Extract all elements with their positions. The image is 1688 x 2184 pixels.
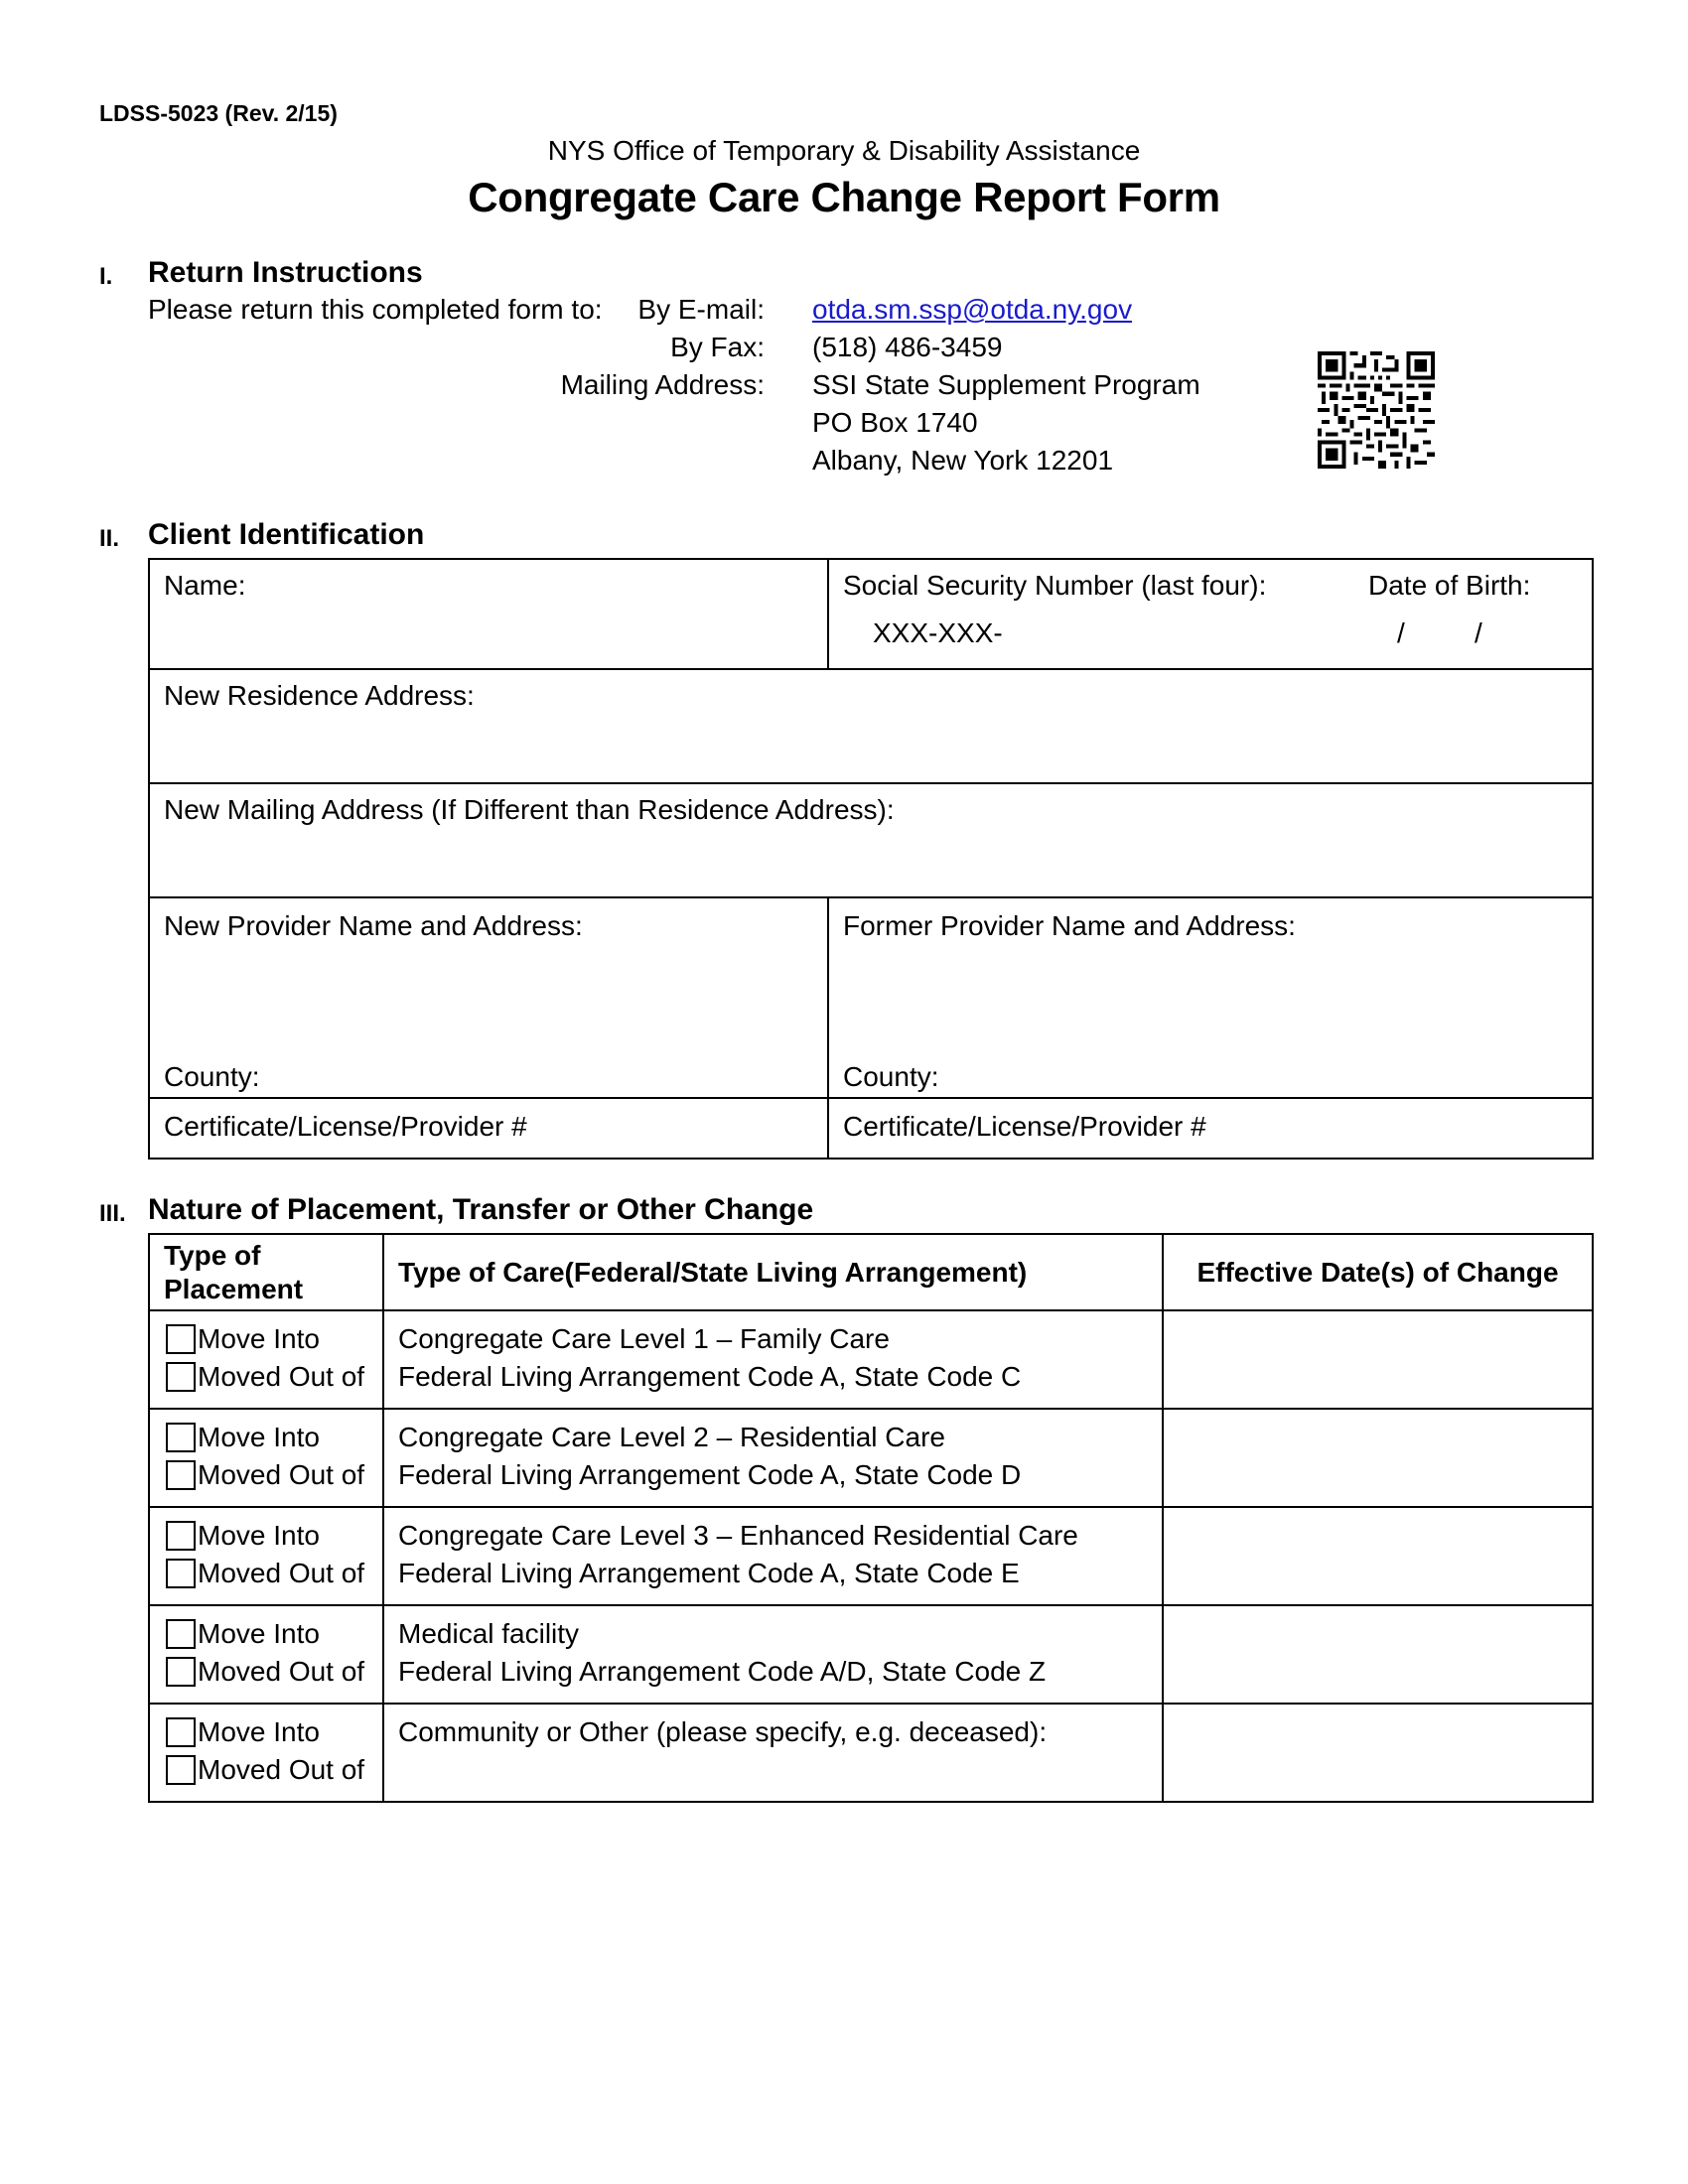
col-header-type-line2: Placement [164,1273,304,1304]
page-title: Congregate Care Change Report Form [468,174,1220,220]
moved-out-of-checkbox[interactable] [166,1559,196,1588]
care-type-cell [383,1605,1163,1704]
ssn-label: Social Security Number (last four): [843,570,1267,601]
former-provider-county-label: County: [843,1061,939,1092]
moved-out-of-checkbox[interactable] [166,1657,196,1687]
care-type-cell[interactable] [383,1704,1163,1802]
new-provider-label: New Provider Name and Address: [164,910,583,941]
new-provider-field[interactable] [149,897,828,1098]
agency-name: NYS Office of Temporary & Disability Assistance [547,135,1141,166]
dob-separator-2: / [1475,617,1482,648]
return-intro: Please return this completed form to: [148,294,603,325]
placement-table [148,1233,1594,1803]
move-into-label: Move Into [198,1422,320,1452]
table-row [149,1704,1593,1802]
dob-label: Date of Birth: [1368,570,1531,601]
effective-date-field[interactable] [1163,1704,1593,1802]
care-level-name: Congregate Care Level 3 – Enhanced Residential Care [398,1520,1078,1551]
care-level-codes: Federal Living Arrangement Code A, State Code C [398,1361,1022,1392]
effective-date-field[interactable] [1163,1409,1593,1507]
move-into-checkbox[interactable] [166,1423,196,1452]
residence-address-label: New Residence Address: [164,680,475,711]
section-1-number: I. [99,263,113,290]
moved-out-of-checkbox[interactable] [166,1460,196,1490]
placement-options [149,1409,383,1507]
col-header-type [149,1234,383,1310]
client-identification-table [148,558,1594,1160]
email-link[interactable]: otda.sm.ssp@otda.ny.gov [812,294,1133,325]
move-into-label: Move Into [198,1520,320,1551]
move-into-checkbox[interactable] [166,1717,196,1747]
col-header-care [383,1234,1163,1310]
mailing-label: Mailing Address: [560,369,765,400]
col-header-date-label: Effective Date(s) of Change [1196,1256,1559,1288]
table-row [149,1310,1593,1409]
former-provider-cert-field[interactable] [828,1098,1593,1159]
name-label: Name: [164,570,246,601]
table-row [149,1605,1593,1704]
section-3-number: III. [99,1200,126,1227]
care-type-cell [383,1409,1163,1507]
placement-header-row [149,1234,1593,1310]
effective-date-field[interactable] [1163,1507,1593,1605]
placement-options [149,1704,383,1802]
care-level-name: Medical facility [398,1618,580,1649]
col-header-date [1163,1234,1593,1310]
moved-out-of-checkbox[interactable] [166,1755,196,1785]
former-provider-field[interactable] [828,897,1593,1098]
moved-out-of-checkbox[interactable] [166,1362,196,1392]
name-field[interactable] [149,559,828,669]
residence-address-field[interactable] [149,669,1593,783]
moved-out-of-label: Moved Out of [198,1558,365,1588]
fax-label: By Fax: [670,332,765,362]
new-provider-county-label: County: [164,1061,260,1092]
care-level-codes: Federal Living Arrangement Code A/D, State Code Z [398,1656,1047,1687]
ssn-field[interactable]: XXX-XXX- [873,617,1003,648]
move-into-label: Move Into [198,1716,320,1747]
mailing-line-1: SSI State Supplement Program [812,369,1200,400]
former-provider-label: Former Provider Name and Address: [843,910,1296,941]
mailing-line-2: PO Box 1740 [812,407,978,438]
care-level-name: Community or Other (please specify, e.g. deceased): [398,1716,1048,1747]
new-provider-cert-field[interactable] [149,1098,828,1159]
moved-out-of-label: Moved Out of [198,1656,365,1687]
care-level-codes: Federal Living Arrangement Code A, State Code E [398,1558,1020,1588]
section-2-title: Client Identification [148,518,425,551]
fax-number: (518) 486-3459 [812,332,1003,362]
care-level-name: Congregate Care Level 2 – Residential Care [398,1422,945,1452]
dob-separator-1: / [1397,617,1405,648]
former-provider-cert-label: Certificate/License/Provider # [843,1111,1206,1142]
effective-date-field[interactable] [1163,1605,1593,1704]
mailing-address-field[interactable] [149,783,1593,897]
move-into-checkbox[interactable] [166,1521,196,1551]
form-id: LDSS-5023 (Rev. 2/15) [99,100,338,126]
effective-date-field[interactable] [1163,1310,1593,1409]
mailing-address-label: New Mailing Address (If Different than Residence Address): [164,794,895,825]
move-into-checkbox[interactable] [166,1619,196,1649]
section-1-title: Return Instructions [148,256,423,289]
care-type-cell [383,1310,1163,1409]
move-into-checkbox[interactable] [166,1324,196,1354]
col-header-care-label: Type of Care(Federal/State Living Arrangement) [398,1256,1028,1288]
table-row [149,1409,1593,1507]
care-level-name: Congregate Care Level 1 – Family Care [398,1323,890,1354]
email-label: By E-mail: [637,294,765,325]
section-2-number: II. [99,525,120,552]
new-provider-cert-label: Certificate/License/Provider # [164,1111,527,1142]
move-into-label: Move Into [198,1618,320,1649]
ssn-dob-cell [828,559,1593,669]
move-into-label: Move Into [198,1323,320,1354]
moved-out-of-label: Moved Out of [198,1361,365,1392]
moved-out-of-label: Moved Out of [198,1459,365,1490]
moved-out-of-label: Moved Out of [198,1754,365,1785]
placement-options [149,1507,383,1605]
care-type-cell [383,1507,1163,1605]
table-row [149,1507,1593,1605]
care-level-codes: Federal Living Arrangement Code A, State Code D [398,1459,1022,1490]
placement-options [149,1310,383,1409]
section-3-title: Nature of Placement, Transfer or Other Change [148,1193,814,1226]
qr-code-icon [1318,351,1435,469]
col-header-type-line1: Type of [164,1239,261,1271]
mailing-line-3: Albany, New York 12201 [812,445,1114,476]
placement-options [149,1605,383,1704]
